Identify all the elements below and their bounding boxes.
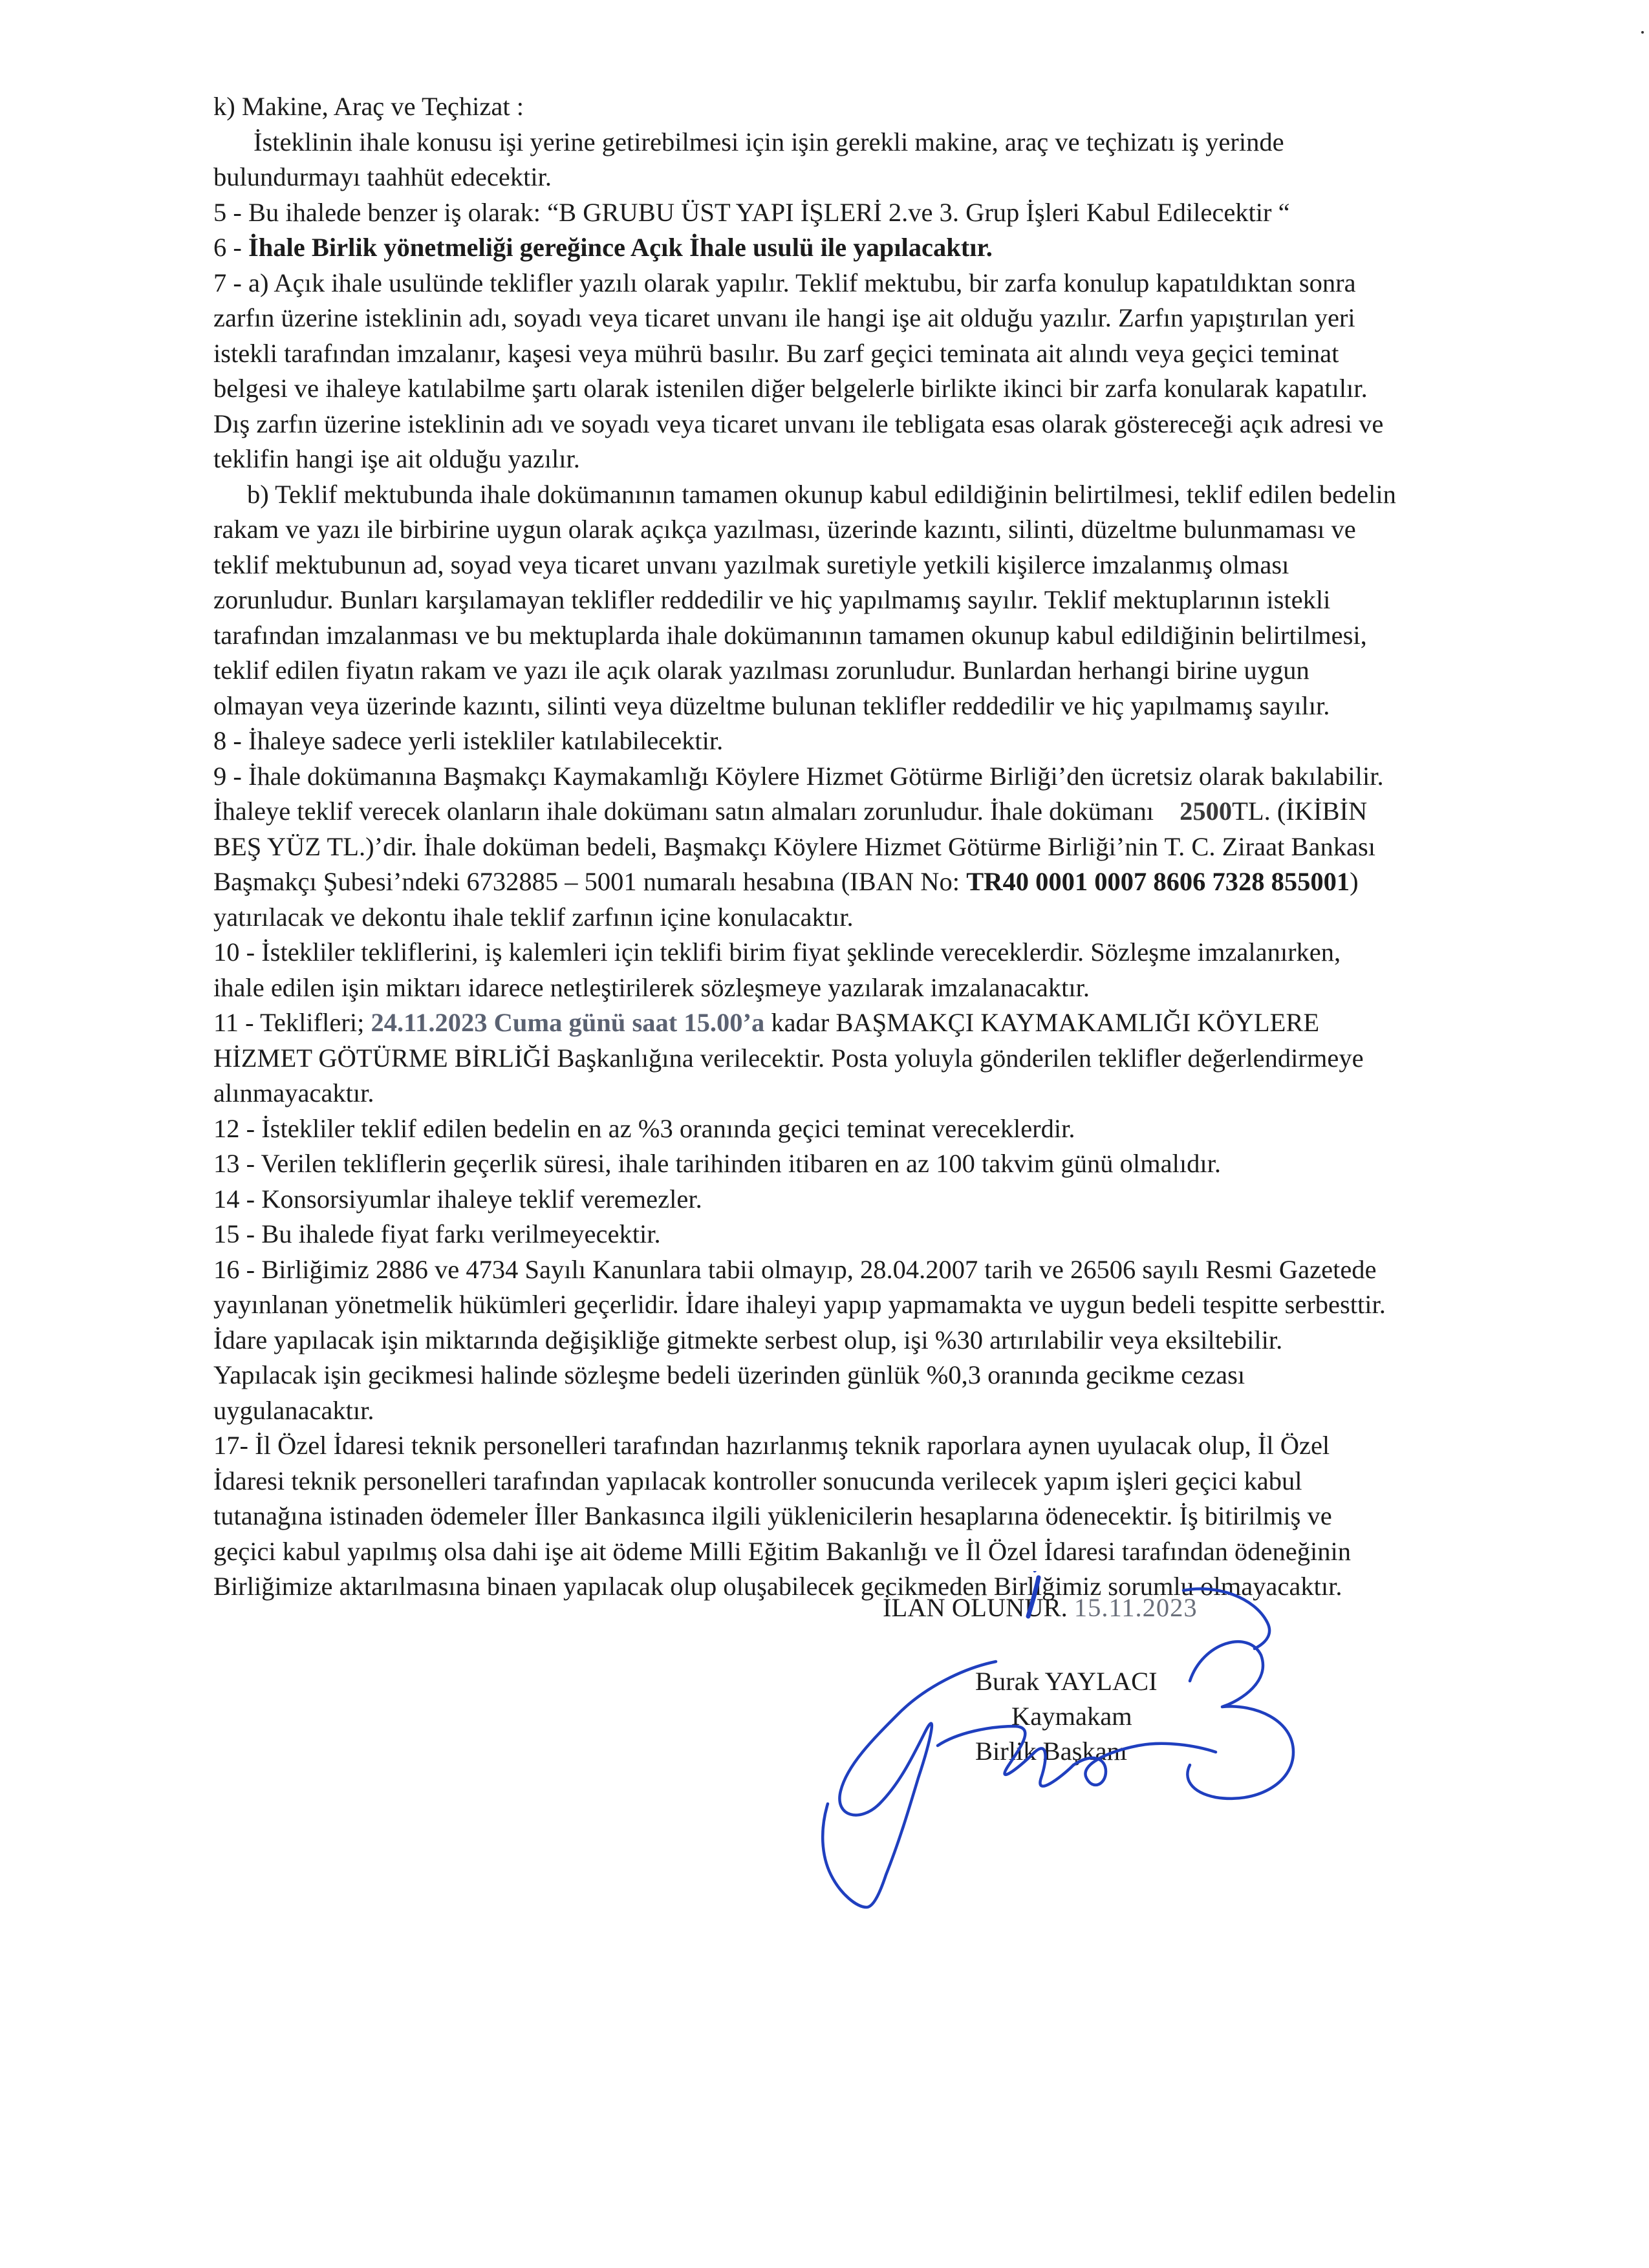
item-14: 14 - Konsorsiyumlar ihaleye teklif veremezler. xyxy=(213,1184,702,1214)
item-6-bold-text: İhale Birlik yönetmeliği gereğince Açık İhale usulü ile yapılacaktır. xyxy=(248,233,993,262)
section-k-line: bulundurmayı taahhüt edecektir. xyxy=(213,162,552,191)
section-k-title: k) Makine, Araç ve Teçhizat : xyxy=(213,92,524,121)
item-7b-line: teklif mektubunun ad, soyad veya ticaret unvanı yazılmak suretiyle yetkili kişilerce imzalanmış olması xyxy=(213,550,1289,579)
signatory-title: Kaymakam xyxy=(1011,1702,1132,1731)
item-9-line: BEŞ YÜZ TL.)’dir. İhale doküman bedeli, Başmakçı Köylere Hizmet Götürme Birliği’nin T. C. Ziraat Bankası xyxy=(213,831,1375,861)
item-10-line: 10 - İstekliler tekliflerini, iş kalemleri için teklifi birim fiyat şeklinde vereceklerdir. Sözleşme imzalanırken, xyxy=(213,937,1341,967)
item-9-text: TL. (İKİBİN xyxy=(1232,797,1368,826)
item-12: 12 - İstekliler teklif edilen bedelin en az %3 oranında geçici teminat vereceklerdir. xyxy=(213,1113,1075,1143)
ilan-olunur-text: İLAN OLUNUR. xyxy=(883,1593,1068,1622)
item-11-line xyxy=(213,1005,1578,1041)
document-body xyxy=(213,89,1578,1605)
document-fee: 2500 xyxy=(1180,797,1233,826)
item-13: 13 - Verilen tekliflerin geçerlik süresi, ihale tarihinden itibaren en az 100 takvim günü olmalıdır. xyxy=(213,1149,1222,1178)
item-5: 5 - Bu ihalede benzer iş olarak: “B GRUBU ÜST YAPI İŞLERİ 2.ve 3. Grup İşleri Kabul Edilecektir “ xyxy=(213,197,1290,227)
item-6 xyxy=(213,230,1578,266)
item-7a-line: 7 - a) Açık ihale usulünde teklifler yazılı olarak yapılır. Teklif mektubu, bir zarfa konulup kapatıldıktan sonra xyxy=(213,268,1356,297)
item-17-line: 17- İl Özel İdaresi teknik personelleri tarafından hazırlanmış teknik raporlara aynen uyulacak olup, İl Özel xyxy=(213,1431,1330,1460)
section-k-line: İsteklinin ihale konusu işi yerine getirebilmesi için işin gerekli makine, araç ve teçhizatı iş yerinde xyxy=(253,127,1284,156)
item-16-line: uygulanacaktır. xyxy=(213,1395,374,1425)
item-9-line: 9 - İhale dokümanına Başmakçı Kaymakamlığı Köylere Hizmet Götürme Birliği’den ücretsiz olarak bakılabilir. xyxy=(213,761,1384,791)
item-10-line: ihale edilen işin miktarı idarece netleştirilerek sözleşmeye yazılarak imzalanacaktır. xyxy=(213,972,1090,1002)
item-11-text: kadar BAŞMAKÇI KAYMAKAMLIĞI KÖYLERE xyxy=(764,1008,1320,1037)
item-7a-line: istekli tarafından imzalanır, kaşesi veya mührü basılır. Bu zarf geçici teminata ait alındı veya geçici teminat xyxy=(213,338,1339,368)
signatory-name: Burak YAYLACI xyxy=(975,1667,1158,1696)
item-16-line: Yapılacak işin gecikmesi halinde sözleşme bedeli üzerinden günlük %0,3 oranında gecikme cezası xyxy=(213,1360,1245,1389)
item-16-line: yayınlanan yönetmelik hükümleri geçerlidir. İdare ihaleyi yapıp yapmamakta ve uygun bedeli tespitte serbesttir. xyxy=(213,1290,1386,1319)
signatory-role: Birlik Başkanı xyxy=(975,1737,1128,1766)
item-17-line: tutanağına istinaden ödemeler İller Bankasınca ilgili yüklenicilerin hesaplarına ödenecektir. İş bitirilmiş ve xyxy=(213,1501,1332,1530)
scan-speck xyxy=(1641,31,1644,34)
iban-number: TR40 0001 0007 8606 7328 855001 xyxy=(966,867,1350,896)
item-7a-line: teklifin hangi işe ait olduğu yazılır. xyxy=(213,444,580,473)
item-16-line: 16 - Birliğimiz 2886 ve 4734 Sayılı Kanunlara tabii olmayıp, 28.04.2007 tarih ve 26506 sayılı Resmi Gazetede xyxy=(213,1254,1377,1284)
item-9-text: ) xyxy=(1350,867,1359,896)
item-7b-line: b) Teklif mektubunda ihale dokümanının tamamen okunup kabul edildiğinin belirtilmesi, teklif edilen bedelin xyxy=(247,479,1396,509)
item-11-line: alınmayacaktır. xyxy=(213,1078,374,1107)
item-17-line: İdaresi teknik personelleri tarafından yapılacak kontroller sonucunda verilecek yapım işleri geçici kabul xyxy=(213,1466,1302,1495)
item-8: 8 - İhaleye sadece yerli istekliler katılabilecektir. xyxy=(213,726,724,755)
item-9-line xyxy=(213,864,1578,900)
item-6-number: 6 - xyxy=(213,233,248,262)
item-7a-line: belgesi ve ihaleye katılabilme şartı olarak istenilen diğer belgelerle birlikte ikinci bir zarfa konularak kapatılır. xyxy=(213,374,1368,403)
item-16-line: İdare yapılacak işin miktarında değişikliğe gitmekte serbest olup, işi %30 artırılabilir veya eksiltebilir. xyxy=(213,1325,1283,1354)
item-17-line: geçici kabul yapılmış olsa dahi işe ait ödeme Milli Eğitim Bakanlığı ve İl Özel İdaresi tarafından ödeneğinin xyxy=(213,1536,1352,1566)
handwritten-signature xyxy=(802,1571,1332,1933)
item-9-text: İhaleye teklif verecek olanların ihale dokümanı satın almaları zorunludur. İhale dokümanı xyxy=(213,797,1154,826)
item-9-text: Başmakçı Şubesi’ndeki 6732885 – 5001 numaralı hesabına (IBAN No: xyxy=(213,867,967,896)
item-9-line: yatırılacak ve dekontu ihale teklif zarfının içine konulacaktır. xyxy=(213,902,854,932)
item-15: 15 - Bu ihalede fiyat farkı verilmeyecektir. xyxy=(213,1219,661,1248)
item-7b-line: teklif edilen fiyatın rakam ve yazı ile açık olarak yazılması zorunludur. Bunlardan herhangi birine uygun xyxy=(213,656,1310,685)
closing-date: 15.11.2023 xyxy=(1073,1593,1198,1622)
item-7b-line: zorunludur. Bunları karşılamayan teklifler reddedilir ve hiç yapılmamış sayılır. Teklif mektuplarının istekli xyxy=(213,585,1331,614)
item-11-text: 11 - Teklifleri; xyxy=(213,1008,371,1037)
item-9-line xyxy=(213,794,1578,829)
item-7b-line: tarafından imzalanması ve bu mektuplarda ihale dokümanının tamamen okunup kabul edildiğinin belirtilmesi, xyxy=(213,620,1367,650)
item-7b-line: rakam ve yazı ile birbirine uygun olarak açıkça yazılması, üzerinde kazıntı, silinti, düzeltme bulunmaması ve xyxy=(213,515,1356,544)
item-11-line: HİZMET GÖTÜRME BİRLİĞİ Başkanlığına verilecektir. Posta yoluyla gönderilen teklifler değerlendirmeye xyxy=(213,1043,1364,1073)
item-17-line: Birliğimize aktarılmasına binaen yapılacak olup oluşabilecek gecikmeden Birliğimiz sorumlu olmayacaktır. xyxy=(213,1572,1342,1601)
item-7b-line: olmayan veya üzerinde kazıntı, silinti veya düzeltme bulunan teklifler reddedilir ve hiç yapılmamış sayılır. xyxy=(213,690,1330,720)
item-7a-line: zarfın üzerine isteklinin adı, soyadı veya ticaret unvanı ile hangi işe ait olduğu yazılır. Zarfın yapıştırılan yeri xyxy=(213,303,1355,332)
deadline-date: 24.11.2023 Cuma günü saat 15.00’a xyxy=(371,1008,765,1037)
item-7a-line: Dış zarfın üzerine isteklinin adı ve soyadı veya ticaret unvanı ile tebligata esas olarak göstereceği açık adresi ve xyxy=(213,409,1384,438)
